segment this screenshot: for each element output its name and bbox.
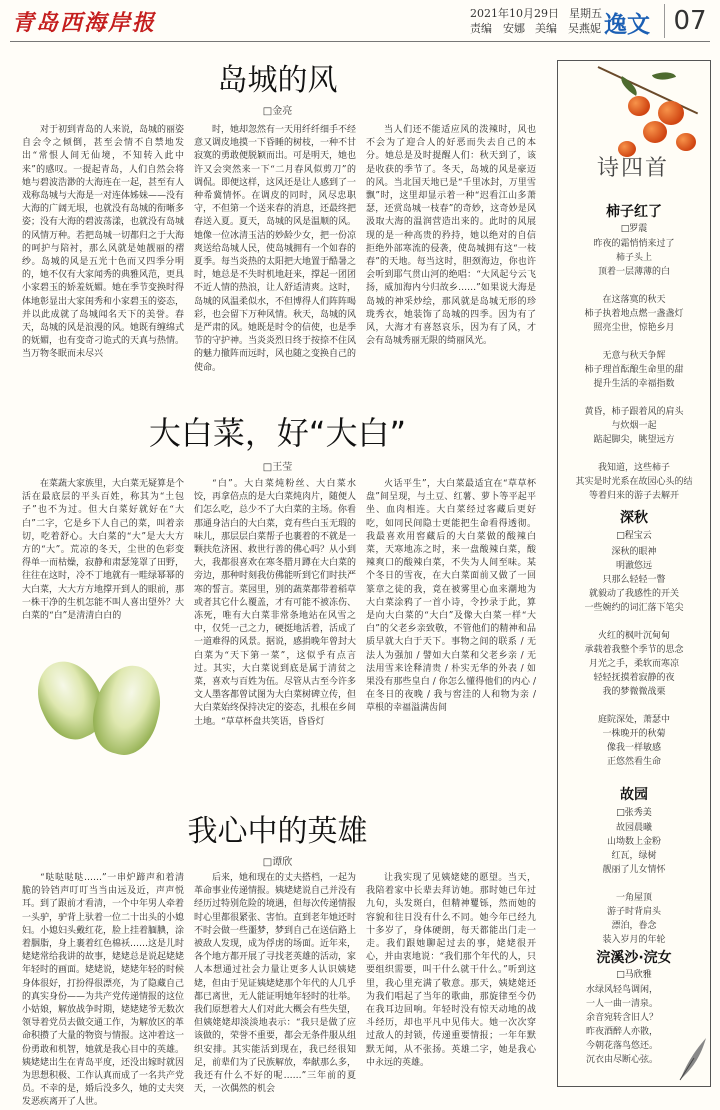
issue-designer: 美编 吴燕妮 bbox=[535, 22, 601, 35]
issue-editor: 责编 安娜 bbox=[470, 22, 525, 35]
issue-date: 2021年10月29日 bbox=[470, 7, 559, 20]
article-column bbox=[194, 872, 357, 1095]
poem-text: 深秋的眼神 明澈悠远 只那么轻轻一瞥 就毅动了我感性的开关 一些婉约的词汇落下笔尖 火红的枫叶沉甸甸 承载着我整个季节的思念 月光之手，柔软而寒凉 轻轻抚摸着寂静的夜 我的梦微微战栗 庭院深处，萧瑟中 一株晚开的秋菊 像我一样敏感 正悠然看生命 bbox=[584, 547, 684, 767]
poem-text: 昨夜的霜悄悄来过了 柿子头上 顶着一层薄薄的白 在这落寞的秋天 柿子执着地点燃一盏盏灯 照亮尘世，惊艳乡月 无意与秋天争辉 柿子理首酝酿生命里的甜 提升生活的幸福指数 黄昏，柿子跟着风的肩头 与炊烟一起 踮起脚尖，眺望远方 我知道，这些柿子 其实是时光系在故园心头的结 等着归来的游子去解开 bbox=[575, 239, 693, 501]
article-author: □ 谭欣 bbox=[10, 853, 545, 868]
poem-author: □ 罗震 bbox=[558, 221, 710, 234]
article-paragraph: 时，她却忽然有一天用纤纤细手不经意又调皮地摸一下昏睡的树枝，一种不甘寂寞的勇敢便脱颖而出。可是明天，她也许又会突然来一下“二月春风似剪刀”的调侃。即便这样，这风还是让人感到了一种希冀情怀。在调皮的同时，风尽忠职守，不但第一个送来春的消息，还最终把春送入夏。夏天，岛城的风是温顺的风。她像一位冰清玉洁的妙龄少女，把一份凉爽送给岛城人民，使岛城拥有一个如春的夏季。每当炎热的太阳把大地置于酷暑之时，她总是不失时机地赶来，撑起一团团不近人情的热浪，让人舒适清爽。这时，岛城的风温柔似水，不但博得人们阵阵喝彩，也会留下万种风情。秋天，岛城的风是严肃的风。她既是时令的信使，也是季节的守护神。当炎炎烈日终于按捺不住风的魅力撤阵而远时，风也随之变换自己的使命。 bbox=[194, 125, 357, 373]
article-column bbox=[194, 124, 357, 373]
article-title: 岛城的风 bbox=[217, 63, 338, 98]
article-column bbox=[366, 872, 536, 1086]
article-paragraph: 火话平生”，大白菜最适宜在“草草杯盘”间呈现，与土豆、红薯、萝卜等平起平坐、血肉相连。大白菜经过客藏后更好吃，如同民间隐士更能把生命看得透彻。我最喜欢用窖藏后的大白菜做的酸辣白菜，天寒地冻之时，来一盘酸辣白菜，酸辣爽口的酸辣白菜，不失为人间至味。某个冬日的雪夜，在大白菜面前又做了一回篆章之徒的我，竟在被雾里心血来潮地为大白菜涂鸦了一首小诗，令抄录于此，算是向大白菜的“大白”及像大白菜一样“大白”的父老乡亲致敬，不管他们的精神和品质早就大白于天下。事物之间的联系 / 无法人为强加 / 譬如大白菜和父老乡亲 / 无法用雪来诠释清贵 / 朴实无华的外表 / 如果没有那些皇白 / 你怎么懂得他们的内心 / 在冬日的夜晚 / 我与窖洼的人和物为亲 / 草根的幸福溢满齿间 bbox=[366, 479, 536, 714]
article-column bbox=[366, 124, 536, 347]
article-column bbox=[194, 478, 356, 778]
article-title: 我心中的英雄 bbox=[187, 814, 368, 849]
poem-author: □ 马欣雅 bbox=[558, 967, 710, 980]
article-column bbox=[22, 478, 184, 626]
article-title: 大白菜，好“大白” bbox=[148, 414, 407, 452]
section-name: 逸文 bbox=[604, 12, 650, 38]
quill-icon bbox=[676, 1036, 708, 1082]
poem-title: 柿子红了 bbox=[606, 204, 662, 220]
newspaper-masthead: 青岛西海岸报 bbox=[12, 10, 157, 36]
article-paragraph: 对于初到青岛的人来说，岛城的丽姿自会令之倾倒，甚至会情不自禁地发出“常恨人间无仙境，不知转入此中来”的感叹。一提起青岛，人们自然会将她与碧波浩渺的大海连在一起，甚至有人戏称岛城与大海是一对连体姊妹——没有大海的广阔无垠，也就没有岛城的衔晰多姿；没有大海的碧波荡漾，也就没有岛城的风情万种。若把岛城一切都归之于大海的呵护与陪衬，那么风就是她靓丽的褶纱。岛城的风是五光十色而又四季分明的，她不仅有大家闻秀的典雅风范，更具小家碧玉的娇羞妩媚。她在季节变换时得体地彰显出大家闺秀和小家碧玉的姿态，并以此成就了岛城闻名天下的美誉。春天，岛城的风是浪漫的风。她既有缠绵式的妩媚，也有变奇刁诡式的天真与热情。当万物冬眠而未尽兴 bbox=[22, 125, 185, 360]
poetry-sidebar bbox=[557, 60, 711, 1087]
article-column bbox=[366, 478, 536, 778]
article-author: □ 王莹 bbox=[10, 458, 545, 473]
article-paragraph: 让我实现了见姨姥姥的愿望。当天，我陪着家中长辈去拜访她。那时她已年过九旬，头发斑白，但精神矍铄，然而她的容貌和往日没有什么不同。她今年已经九十多岁了，身体硬朗，每天都能出门走一走。我们跟她聊起过去的事，姥姥很开心，并由衷地说：“我们那个年代的人，只要组织需要，叫干什么就干什么。”听到这里，我心里充满了敬意。那天，姨姥姥还为我们唱起了当年的歌曲，那旋律至今仍在我耳边回响。年轻时没有惊天动地的战斗经历，却也平凡中见伟大。她一次次穿过敌人的封锁，传递重要情报；一年年默默无闻，从不张扬。英雄二字，她是我心中永远的英雄。 bbox=[366, 873, 536, 1068]
header-rule bbox=[10, 41, 710, 42]
poem-text: 水绿风轻鸟调闲， 一人一曲一清泉。 余音宛转含旧人？ 昨夜酒醉人亦散， 今朝花落鸟悠还。 沉衣由尽断心弦。 bbox=[585, 985, 658, 1065]
issue-weekday: 星期五 bbox=[569, 7, 602, 20]
poem-author: □ 张秀美 bbox=[558, 805, 710, 818]
article-paragraph: “白”。大白菜炖粉丝、大白菜水饺，再拿倍点的是大白菜炖肉片，随便人们怎么吃，总少不了大白菜的主场。你看那通身洁白的大白菜，竟有些白玉无瑕的味儿，那层层白菜帮子也裹着的不就是一颗扶危济困、救世行善的佛心吗？从小到大，我都很喜欢在寒冬腊月蹲在大白菜的旁边，那种时刻我仿佛能听到它们时扶严寒的誓言。菜园里，别的蔬菜都带着稻草或者其它什么覆盖，才有可能不被冻伤、冻死，唯有大白菜非常条地站在风雪之中，仅凭一己之力，硬挺地活着，活成了一道难得的风景。据说，感捐晚年曾封大白菜为“天下第一菜”，这似乎有点言过。其实，大白菜说到底是属于清贫之菜，喜欢与百姓为伍。尽管从古至今许多文人墨客都曾试图为大白菜树碑立传，但大白菜始终保持决定的姿态，扎根在乡间土地。“草草杯盘共笑语，昏昏灯 bbox=[194, 479, 357, 727]
poem-title: 深秋 bbox=[620, 510, 648, 526]
poem-author: □ 程宝云 bbox=[558, 528, 710, 541]
poem-text: 故园晨曦 山坳数上金粉 红瓦，绿树 靓丽了儿女情怀 一角屋顶 游子时背肩头 漂泊，眷念 装入岁月的年轮 bbox=[602, 823, 666, 945]
poem-title: 故园 bbox=[620, 787, 648, 803]
article-column bbox=[22, 124, 185, 360]
article-paragraph: 后来，她和现在的丈夫搭档，一起为革命事业传递情报。姨姥姥说自己并没有经历过特别危险的境遇，但每次传递情报时心里都很紧张、害怕。直到老年她还时不时会做一些噩梦，梦到自己在送信路上被敌人发现，成为俘虏的场面。近年来，各个地方都开展了寻找老英雄的活动，家人本想通过社会力量让更多人认识姨姥姥，但由于见证姨姥姥那个年代的人几乎都已离世，无人能证明她年轻时的壮举。我们原想着大人们对此大概会有些失望，但姨姥姥却淡淡地表示：“我只是做了应该做的，荣誉不重要，都会无条件服从组织安排。其实能活到现在，我已经很知足，前辈们为了民族解放，奉献那么多，我还有什么不好的呢……”三年前的夏天，一次偶然的机会 bbox=[194, 873, 357, 1095]
issue-meta bbox=[470, 6, 612, 36]
poem-title: 浣溪沙·浣女 bbox=[596, 950, 672, 966]
article-paragraph: 当人们还不能适应风的泼辣时，风也不会为了迎合人的好恶而失去自己的本分。她总是及时提醒人们：秋天到了，该是收获的季节了。冬天，岛城的风是豪迈的风。当北国天地已是“千里冰封，万里雪飘”时，这里却显示着一种“迟看江山多萧瑟，还赏岛城一枝春”的奇妙，这奇妙是风汲取大海的温润营造出来的。此时的风展现的是一种高贵的矜持，她以绝对的自信拒绝外部寒流的侵袭，使岛城拥有这“一枝春”的天地。每当这时，胆颈海边，你也许会听到耶气贯山河的绝唱：“大风起兮云飞扬，威加海内兮归故乡……”如果说大海是岛城的神采炒绘，那风就是岛城无形的珍珑秀衣，她装饰了岛城的四季。因为有了风，大海才有喜怒哀乐，因为有了风，才会有岛城秀丽无限的绮丽风光。 bbox=[366, 125, 536, 347]
article-author: □ 金亮 bbox=[10, 102, 545, 117]
article-paragraph: “哒哒哒哒……”一串炉蹄声和着清脆的铃铛声叮叮当当由远及近，声声悦耳。到了跟前才看清，一个中年男人牵着一头驴，驴背上驮着一位二十出头的小媳妇。小媳妇头戴红花，脸上挂着腼腆，涂着胭脂，身上裹着红色棉袄……这是儿时姥姥常给我讲的故事，姥姥总是说起姥姥年轻时的画面。姥姥说，姥姥年轻的时候身体很好，打扮得很漂亮，为了隐藏自己的真实身份——为共产党传递情报的这位小姑娘，解放战争时期，姥姥姥爷无数次领导着党员去做交通工作，为解放区的革命积攒了大量的物资与情报。这冲着这一份勇敢和机智，她就是我心目中的英雄。姨姥姥出生在青岛平度，还没出嫁时就因为思想积极、工作认真而成了一名共产党员。不幸的是，婚后没多久，她的丈夫突发恶疾离开了人世。 bbox=[22, 873, 185, 1108]
page-number: 07 bbox=[664, 4, 715, 38]
sidebar-heading: 诗四首 bbox=[596, 156, 669, 181]
article-paragraph: 在菜蔬大家族里，大白菜无疑算是个活在最底层的平头百姓，称其为“土包子”也不为过。但大白菜好就好在“大白”二字，它是乡下人自己的菜，叫着亲切，吃着舒心。大白菜的“大”是大大方方的“大”。荒凉的冬天，尘世的色彩变得单一而枯燥，寂静和肃瑟笼罩了田野，往往在这时，冷不丁地就有一畦绿幂幂的大白菜，大大方方地撑开到人的眼前，那一株干净的生机怎能不叫人喜出望外？大白菜的“白”是清清白白的 bbox=[22, 479, 185, 622]
article-column bbox=[22, 872, 185, 1108]
